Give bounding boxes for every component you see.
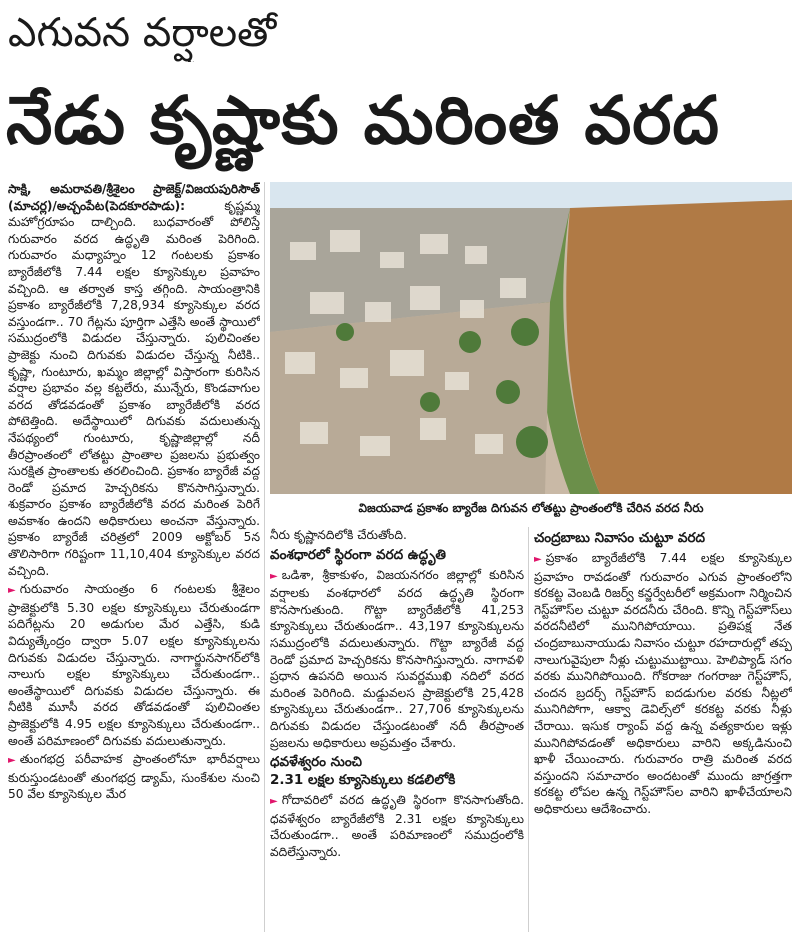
article-column-1 bbox=[8, 181, 260, 931]
paragraph: నీరు కృష్ణానదిలోకి చేరుతోంది. bbox=[270, 528, 407, 542]
aerial-flood-illustration bbox=[270, 182, 792, 494]
paragraph: తుంగభద్ర పరీవాహక ప్రాంతంలోనూ భారీవర్షాలు కురుస్తుండటంతో తుంగభద్ర డ్యామ్, సుంకేశుల నుంచి 50 వేల క్యూసెక్కుల మేర bbox=[8, 752, 260, 802]
article-column-3 bbox=[534, 527, 792, 931]
column-divider bbox=[528, 527, 529, 932]
paragraph: ఒడిశా, శ్రీకాకుళం, విజయనగరం జిల్లాల్లో కురిసిన వర్షాలకు వంశధారలో వరద ఉద్ధృతి స్థిరంగా కొనసాగుతుంది. గొట్టా బ్యారేజీలోకి 41,253 క్యూసెక్కులు చేరుతుండగా.. 43,197 క్యూసెక్కులను సముద్రంలోకి వదులుతున్నారు. గొట్టా బ్యారేజీ వద్ద రెండో ప్రమాద హెచ్చరికను కొనసాగిస్తున్నారు. నాగావళి ప్రధాన ఉపనది అయిన సువర్ణముఖి నదిలో వరద మరింత పెరిగింది. మడ్డువలస ప్రాజెక్టులోకి 25,428 క్యూసెక్కులు చేరుతుండగా.. 27,706 క్యూసెక్కులను దిగువకు విడుదల చేస్తుండటంతో నదీ తీరప్రాంత ప్రజలను అధికారులు అప్రమత్తం చేశారు. bbox=[270, 567, 524, 750]
paragraph: ప్రకాశం బ్యారేజీలోకి 7.44 లక్షల క్యూసెక్కుల ప్రవాహం రావడంతో గురువారం ఎగువ ప్రాంతంలోని కరకట్ట వెంబడి రిజర్వ్ కన్జర్వేటరీలో అక్రమంగా నిర్మించిన గెస్ట్‌హౌస్‌ల చుట్టూ వరదనీరు చేరింది. కొన్ని గెస్ట్‌హౌస్‌లు వరదనీటిలో మునిగిపోయాయి. ప్రతిపక్ష నేత చంద్రబాబునాయుడు నివాసం చుట్టూ రహదారుల్లో తప్ప నాలుగువైపులా నీళ్లు చుట్టుముట్టాయి. హెలిప్యాడ్ సగం వరకు మునిగిపోయింది. గోకరాజు గంగరాజు గెస్ట్‌హౌస్, చందన బ్రదర్స్ గెస్ట్‌హౌస్ ఐదడుగుల వరకు నీట్లలో మునిగిపోగా, ఆక్వా డెవిల్స్‌లో కరకట్ట వరకు నీళ్లు చేరాయి. ఇసుక ర్యాంప్ వద్ద ఉన్న వత్యకారుల ఇళ్లు మునిగిపోవడంతో అధికారులు వారిని అక్కడినుంచి ఖాళీ చేయించారు. గురువారం రాత్రి మరింత వరద వస్తుందని సమాచారం అందటంతో ముందు జాగ్రత్తగా కరకట్ట లోపల ఉన్న గెస్ట్‌హౌస్‌ల వారిని ఖాళీచేయాలని అధికారులు ఆదేశించారు. bbox=[534, 551, 792, 816]
flood-photo bbox=[270, 182, 792, 494]
kicker-headline: ఎగువన వర్షాలతో bbox=[8, 10, 277, 56]
photo-caption: విజయవాడ ప్రకాశం బ్యారేజ దిగువన లోతట్టు ప్రాంతంలోకి చేరిన వరద నీరు bbox=[358, 501, 704, 515]
paragraph: గోదావరిలో వరద ఉద్ధృతి స్థిరంగా కొనసాగుతోంది. ధవళేశ్వరం బ్యారేజీలోకి 2.31 లక్షల క్యూసెక్కులు చేరుతుండగా.. అంతే పరిమాణంలో సముద్రంలోకి వదిలేస్తున్నారు. bbox=[270, 793, 524, 859]
bullet-icon: ► bbox=[534, 554, 542, 565]
bullet-icon: ► bbox=[270, 796, 278, 808]
column-divider bbox=[264, 182, 265, 932]
bullet-icon: ► bbox=[8, 585, 16, 597]
article-column-2 bbox=[270, 527, 524, 931]
bullet-icon: ► bbox=[8, 755, 16, 767]
subheading: 2.31 లక్షల క్యూసెక్కులు కడలిలోకి bbox=[270, 772, 456, 789]
subheading: ధవళేశ్వరం నుంచి bbox=[270, 754, 363, 771]
paragraph: కృష్ణమ్మ మహోగ్రరూపం దాల్చింది. బుధవారంతో పోలిస్తే గురువారం వరద ఉద్ధృతి మరింత పెరిగింది. గురువారం మధ్యాహ్నం 12 గంటలకు ప్రకాశం బ్యారేజీలోకి 7.44 లక్షల క్యూసెక్కుల ప్రవాహం వచ్చింది. ఆ తర్వాత కాస్త తగ్గింది. సాయంత్రానికి ప్రకాశం బ్యారేజీలోకి 7,28,934 క్యూసెక్కుల వరద వస్తుండగా.. 70 గేట్లను పూర్తిగా ఎత్తేసి అంతే స్థాయిలో సముద్రంలోకి విడుదల చేస్తున్నారు. పులిచింతల ప్రాజెక్టు నుంచి దిగువకు విడుదల చేస్తున్న నీటికి.. కృష్ణా, గుంటూరు, ఖమ్మం జిల్లాల్లో విస్తారంగా కురిసిన వర్షాల ప్రభావం వల్ల కట్టలేరు, మున్నేరు, కొండవాగుల వరద తోడవడంతో ప్రకాశం బ్యారేజీలోకి వరద పోటెత్తింది. అదేస్థాయిలో దిగువకు వదులుతున్న నేపథ్యంలో గుంటూరు, కృష్ణాజిల్లాల్లో నదీ తీరప్రాంతంలో లోతట్టు ప్రాంతాల ప్రజలను ప్రభుత్వం సురక్షిత ప్రాంతాలకు తరలించింది. ప్రకాశం బ్యారేజీ వద్ద రెండో ప్రమాద హెచ్చరికను కొనసాగిస్తున్నారు. శుక్రవారం ప్రకాశం బ్యారేజీలోకి వరద మరింత పెరిగే అవకాశం ఉందని అధికారులు అంచనా వేస్తున్నారు. ప్రకాశం బ్యారేజీ చరిత్రలో 2009 అక్టోబర్ 5న తొలిసారిగా గరిష్టంగా 11,10,404 క్యూసెక్కుల వరద వచ్చింది. bbox=[8, 198, 260, 578]
dateline: సాక్షి, అమరావతి/శ్రీశైలం ప్రాజెక్ట్/విజయపురిసౌత్ (మాచర్ల)/అచ్చంపేట(పెదకూరపాడు): bbox=[8, 182, 260, 213]
paragraph: గురువారం సాయంత్రం 6 గంటలకు శ్రీశైలం ప్రాజెక్టులోకి 5.30 లక్షల క్యూసెక్కులు చేరుతుండగా పదిగేట్లను 20 అడుగుల మేర ఎత్తేసి, కుడి విద్యుత్కేంద్రం ద్వారా 5.07 లక్షల క్యూసెక్కులను దిగువకు విడుదల చేస్తున్నారు. నాగార్జునసాగర్‌లోకి నాలుగు లక్షల క్యూసెక్కులు చేరుతుండగా.. అంతేస్థాయిలో దిగువకు విడుదల చేస్తున్నారు. ఈ నీటికి మూసీ వరద తోడవడంతో పులిచింతల ప్రాజెక్టులోకి 4.95 లక్షల క్యూసెక్కులు చేరుతుండగా.. అంతే పరిమాణంలో దిగువకు వదులుతున్నారు. bbox=[8, 582, 260, 748]
subheading: వంశధారలో స్థిరంగా వరద ఉద్ధృతి bbox=[270, 546, 446, 563]
main-headline: నేడు కృష్ణాకు మరింత వరద bbox=[6, 82, 721, 159]
bullet-icon: ► bbox=[270, 570, 278, 582]
subheading: చంద్రబాబు నివాసం చుట్టూ వరద bbox=[534, 530, 706, 546]
